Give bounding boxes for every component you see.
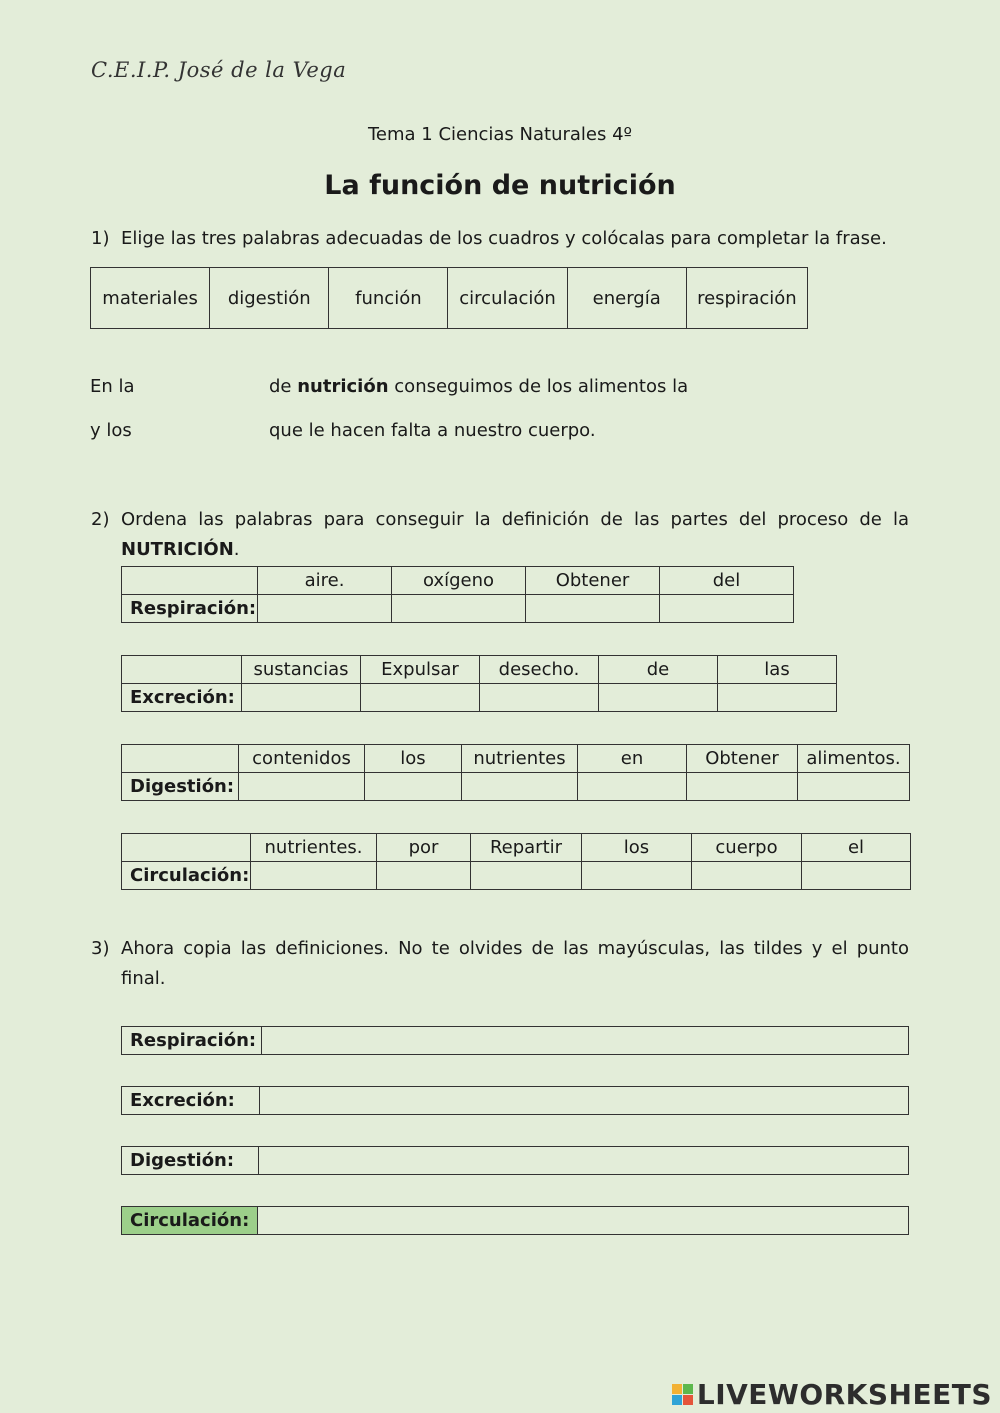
question-2-prompt-text: Ordena las palabras para conseguir la definición de las partes del proceso de la — [121, 509, 909, 530]
question-2-number: 2) — [91, 509, 110, 530]
order-answer-cell[interactable] — [660, 595, 794, 623]
copy-answer-field[interactable] — [262, 1027, 909, 1055]
order-word-cell[interactable]: Repartir — [471, 834, 582, 862]
word-bank-cell[interactable]: materiales — [91, 268, 210, 329]
order-label: Respiración: — [122, 595, 258, 623]
logo-square — [683, 1384, 693, 1394]
order-word-cell[interactable]: Obtener — [687, 745, 798, 773]
question-1-prompt: Elige las tres palabras adecuadas de los cuadros y colócalas para completar la frase. — [121, 228, 887, 249]
order-answer-cell[interactable] — [718, 684, 837, 712]
copy-row-circulacion — [121, 1206, 909, 1235]
worksheet-title: La función de nutrición — [324, 170, 676, 201]
order-word-cell[interactable]: alimentos. — [798, 745, 910, 773]
order-answer-cell[interactable] — [578, 773, 687, 801]
question-1-number: 1) — [91, 228, 110, 249]
order-word-cell[interactable]: los — [582, 834, 692, 862]
order-table-excrecion — [121, 655, 837, 712]
order-answer-cell[interactable] — [365, 773, 462, 801]
sentence-nutricion: nutrición — [297, 376, 389, 397]
order-word-cell[interactable]: nutrientes — [462, 745, 578, 773]
order-word-cell[interactable]: las — [718, 656, 837, 684]
order-label: Digestión: — [122, 773, 239, 801]
logo-square — [672, 1384, 682, 1394]
question-2 — [91, 505, 909, 565]
logo-square — [672, 1395, 682, 1405]
order-answer-cell[interactable] — [462, 773, 578, 801]
liveworksheets-logo-icon — [672, 1384, 693, 1405]
word-bank-cell[interactable]: circulación — [448, 268, 567, 329]
copy-row-excrecion — [121, 1086, 909, 1115]
order-answer-cell[interactable] — [480, 684, 599, 712]
order-answer-cell[interactable] — [471, 862, 582, 890]
school-name: C.E.I.P. José de la Vega — [91, 58, 347, 82]
sentence-line-2-start: y los — [90, 420, 132, 441]
question-3-number: 3) — [91, 938, 110, 959]
question-2-prompt-end: . — [233, 539, 240, 560]
copy-row-respiracion — [121, 1026, 909, 1055]
liveworksheets-logo-text: LIVEWORKSHEETS — [696, 1378, 992, 1411]
order-answer-cell[interactable] — [242, 684, 361, 712]
order-word-cell[interactable]: oxígeno — [392, 567, 526, 595]
order-answer-cell[interactable] — [526, 595, 660, 623]
question-3 — [91, 934, 909, 994]
logo-square — [683, 1395, 693, 1405]
worksheet-subtitle: Tema 1 Ciencias Naturales 4º — [367, 124, 633, 145]
order-answer-cell[interactable] — [239, 773, 365, 801]
order-word-cell[interactable]: los — [365, 745, 462, 773]
order-word-cell[interactable]: por — [377, 834, 471, 862]
order-answer-cell[interactable] — [798, 773, 910, 801]
order-table-respiracion — [121, 566, 794, 623]
blank-1[interactable] — [140, 372, 262, 400]
sentence-line-2-rest: que le hacen falta a nuestro cuerpo. — [269, 420, 596, 441]
word-bank-table — [90, 267, 808, 329]
question-3-prompt: Ahora copia las definiciones. No te olvides de las mayúsculas, las tildes y el punto final. — [121, 938, 909, 989]
word-bank-cell[interactable]: función — [329, 268, 448, 329]
question-2-prompt — [121, 505, 909, 565]
order-word-cell[interactable]: sustancias — [242, 656, 361, 684]
order-table-circulacion — [121, 833, 911, 890]
order-answer-cell[interactable] — [392, 595, 526, 623]
copy-answer-field[interactable] — [258, 1207, 909, 1235]
order-answer-cell[interactable] — [377, 862, 471, 890]
word-bank-cell[interactable]: energía — [567, 268, 686, 329]
copy-row-digestion — [121, 1146, 909, 1175]
order-word-cell[interactable]: cuerpo — [692, 834, 802, 862]
order-word-cell[interactable]: desecho. — [480, 656, 599, 684]
order-word-cell[interactable]: Expulsar — [361, 656, 480, 684]
order-empty-cell — [122, 834, 251, 862]
order-word-cell[interactable]: el — [802, 834, 911, 862]
order-label: Excreción: — [122, 684, 242, 712]
copy-answer-field[interactable] — [260, 1087, 909, 1115]
copy-label: Respiración: — [122, 1027, 262, 1055]
word-bank-cell[interactable]: digestión — [210, 268, 329, 329]
order-word-cell[interactable]: de — [599, 656, 718, 684]
order-answer-cell[interactable] — [361, 684, 480, 712]
question-2-prompt-bold: NUTRICIÓN — [121, 539, 234, 560]
order-word-cell[interactable]: aire. — [258, 567, 392, 595]
order-empty-cell — [122, 745, 239, 773]
order-answer-cell[interactable] — [687, 773, 798, 801]
order-word-cell[interactable]: Obtener — [526, 567, 660, 595]
order-label: Circulación: — [122, 862, 251, 890]
blank-3[interactable] — [140, 416, 262, 444]
order-answer-cell[interactable] — [692, 862, 802, 890]
order-answer-cell[interactable] — [802, 862, 911, 890]
liveworksheets-logo[interactable] — [672, 1378, 992, 1411]
order-word-cell[interactable]: del — [660, 567, 794, 595]
copy-label: Excreción: — [122, 1087, 260, 1115]
word-bank-cell[interactable]: respiración — [686, 268, 807, 329]
order-word-cell[interactable]: contenidos — [239, 745, 365, 773]
sentence-conseguimos: conseguimos de los alimentos la — [394, 376, 689, 397]
question-1 — [91, 224, 909, 254]
order-table-digestion — [121, 744, 910, 801]
copy-answer-field[interactable] — [259, 1147, 909, 1175]
order-empty-cell — [122, 567, 258, 595]
order-answer-cell[interactable] — [599, 684, 718, 712]
order-answer-cell[interactable] — [258, 595, 392, 623]
sentence-line-1-start: En la — [90, 376, 135, 397]
sentence-de: de — [269, 376, 292, 397]
order-word-cell[interactable]: nutrientes. — [251, 834, 377, 862]
blank-2[interactable] — [685, 372, 825, 400]
copy-label: Digestión: — [122, 1147, 259, 1175]
order-answer-cell[interactable] — [582, 862, 692, 890]
order-word-cell[interactable]: en — [578, 745, 687, 773]
sentence-line-1-rest — [269, 376, 688, 397]
copy-label-highlighted: Circulación: — [122, 1207, 258, 1235]
order-answer-cell[interactable] — [251, 862, 377, 890]
order-empty-cell — [122, 656, 242, 684]
